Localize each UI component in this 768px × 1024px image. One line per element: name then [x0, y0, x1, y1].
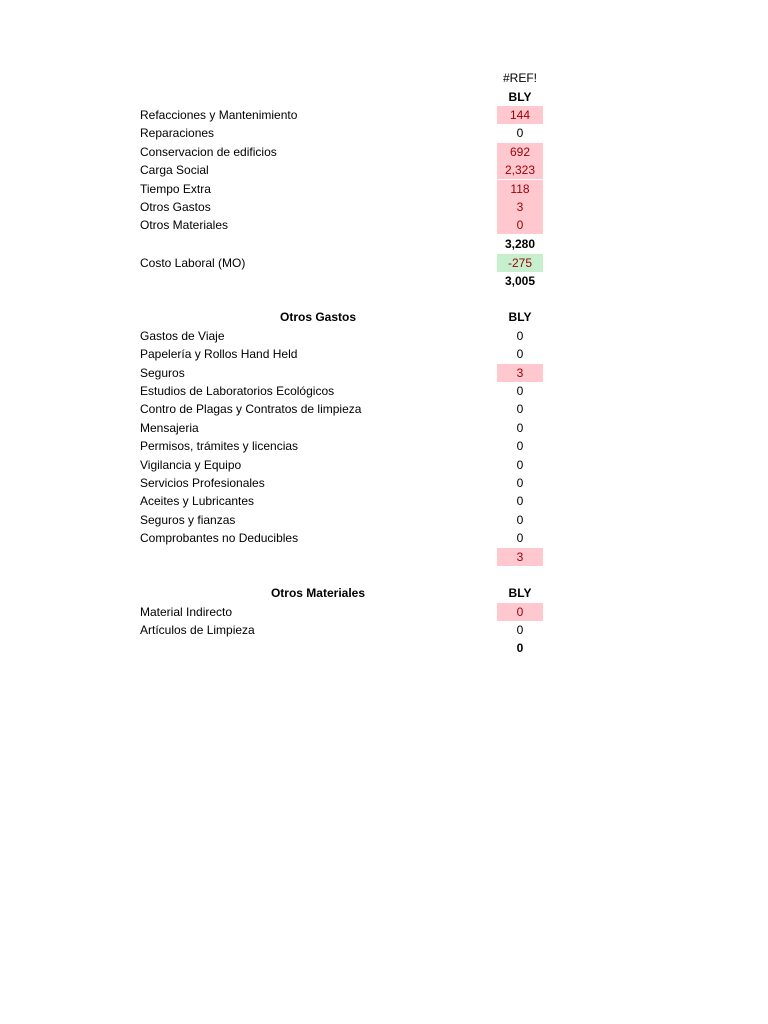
row-value: 0	[516, 384, 524, 398]
labor-cost-value: -275	[497, 254, 543, 272]
row-value: 118	[497, 180, 543, 198]
table-row	[0, 511, 768, 529]
row-value: 0	[516, 513, 524, 527]
table-row	[0, 143, 768, 161]
row-label: Reparaciones	[140, 126, 215, 140]
table-row	[0, 124, 768, 142]
row-label: Tiempo Extra	[140, 182, 211, 196]
row-label: Carga Social	[140, 163, 209, 177]
row-value: 0	[516, 476, 524, 490]
row-label: Permisos, trámites y licencias	[140, 439, 299, 453]
section-header-row	[0, 584, 768, 602]
row-label: Otros Gastos	[140, 200, 211, 214]
row-label: Mensajeria	[140, 421, 199, 435]
row-value: 0	[516, 329, 524, 343]
table-row	[0, 198, 768, 216]
row-value: 0	[516, 421, 524, 435]
table-row	[0, 474, 768, 492]
table-row	[0, 106, 768, 124]
table-row	[0, 603, 768, 621]
table-row	[0, 327, 768, 345]
row-label: Conservacion de edificios	[140, 145, 277, 159]
section-title: Otros Gastos	[279, 310, 357, 324]
row-label: Gastos de Viaje	[140, 329, 225, 343]
section-total-row	[0, 639, 768, 657]
table-row	[0, 419, 768, 437]
section-total-row	[0, 548, 768, 566]
table-row	[0, 456, 768, 474]
row-label: Refacciones y Mantenimiento	[140, 108, 298, 122]
labor-cost-label: Costo Laboral (MO)	[140, 256, 246, 270]
row-value: 2,323	[497, 161, 543, 179]
row-value: 144	[497, 106, 543, 124]
row-value: 3	[497, 364, 543, 382]
table-row	[0, 400, 768, 418]
row-value: 0	[516, 347, 524, 361]
table-row	[0, 180, 768, 198]
row-value: 0	[516, 494, 524, 508]
total-row	[0, 272, 768, 290]
row-value: 0	[516, 458, 524, 472]
section-total-value: 3	[497, 548, 543, 566]
row-label: Aceites y Lubricantes	[140, 494, 255, 508]
header-column-row	[0, 88, 768, 106]
row-value: 0	[516, 126, 524, 140]
section-title: Otros Materiales	[270, 586, 366, 600]
row-value: 692	[497, 143, 543, 161]
section-total-value: 0	[516, 641, 524, 655]
row-value: 0	[516, 402, 524, 416]
row-value: 0	[516, 531, 524, 545]
row-value: 0	[516, 623, 524, 637]
row-value: 0	[497, 216, 543, 234]
row-label: Vigilancia y Equipo	[140, 458, 242, 472]
header-ref-cell: #REF!	[502, 71, 537, 85]
row-label: Comprobantes no Deducibles	[140, 531, 299, 545]
row-label: Seguros	[140, 366, 185, 380]
row-label: Seguros y fianzas	[140, 513, 236, 527]
subtotal-value: 3,280	[504, 237, 536, 251]
row-label: Estudios de Laboratorios Ecológicos	[140, 384, 335, 398]
table-row	[0, 529, 768, 547]
table-row	[0, 382, 768, 400]
table-row	[0, 621, 768, 639]
table-row	[0, 345, 768, 363]
row-value: 0	[516, 439, 524, 453]
row-label: Contro de Plagas y Contratos de limpieza	[140, 402, 362, 416]
labor-cost-row	[0, 254, 768, 272]
table-row	[0, 364, 768, 382]
row-label: Material Indirecto	[140, 605, 233, 619]
section-column-header: BLY	[508, 586, 532, 600]
table-row	[0, 437, 768, 455]
row-label: Servicios Profesionales	[140, 476, 265, 490]
header-ref-row	[0, 69, 768, 87]
table-row	[0, 492, 768, 510]
table-row	[0, 161, 768, 179]
section-header-row	[0, 308, 768, 326]
total-value: 3,005	[504, 274, 536, 288]
header-column-cell: BLY	[508, 90, 532, 104]
row-label: Papelería y Rollos Hand Held	[140, 347, 298, 361]
subtotal-row	[0, 235, 768, 253]
row-value: 0	[497, 603, 543, 621]
table-row	[0, 216, 768, 234]
row-label: Otros Materiales	[140, 218, 229, 232]
row-value: 3	[497, 198, 543, 216]
row-label: Artículos de Limpieza	[140, 623, 255, 637]
section-column-header: BLY	[508, 310, 532, 324]
